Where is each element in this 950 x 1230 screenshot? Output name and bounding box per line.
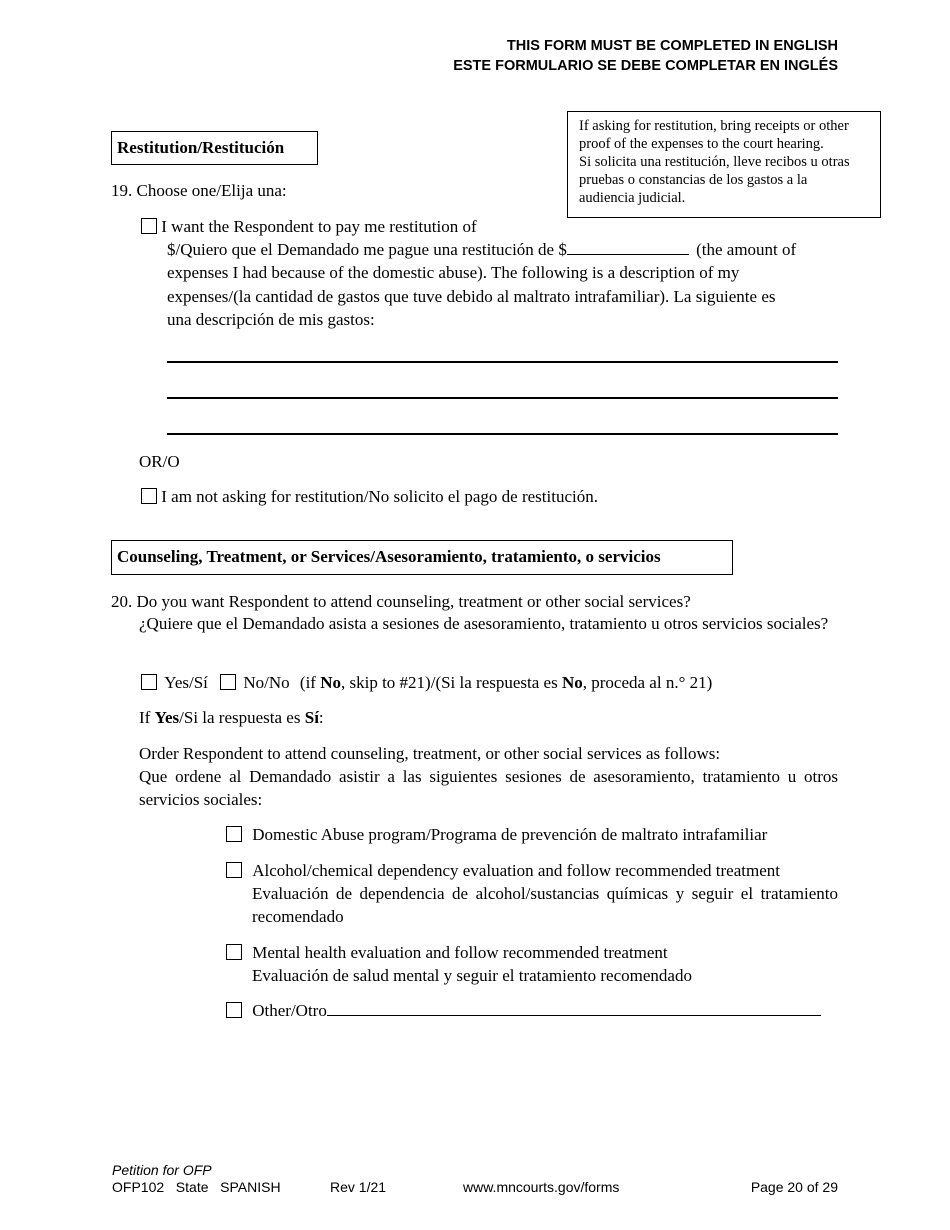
counseling-no-checkbox[interactable] — [220, 674, 236, 690]
note-line: Si solicita una restitución, lleve recibos u otras — [579, 154, 850, 170]
alcohol-evaluation-spanish: Evaluación de dependencia de alcohol/sustancias químicas y seguir el tratamiento recomendado — [252, 884, 838, 926]
footer-form-title: Petition for OFP — [112, 1162, 212, 1178]
order-instruction-spanish: Que ordene al Demandado asistir a las siguientes sesiones de asesoramiento, tratamiento u otros servicios sociales: — [139, 767, 838, 809]
footer-form-id: OFP102 State SPANISH — [112, 1179, 281, 1195]
service-item-other — [226, 999, 821, 1022]
restitution-desc-line: una descripción de mis gastos: — [167, 310, 375, 329]
restitution-note-box — [567, 111, 881, 218]
amount-text: $/Quiero que el Demandado me pague una restitución de $ — [167, 240, 567, 259]
question-20-spanish: ¿Quiere que el Demandado asista a sesiones de asesoramiento, tratamiento u otros servicios sociales? — [139, 614, 829, 633]
service-item-mental-health — [226, 941, 668, 964]
other-service-field[interactable] — [327, 1001, 821, 1016]
restitution-amount-field[interactable] — [567, 240, 689, 255]
domestic-abuse-checkbox[interactable] — [226, 826, 242, 842]
restitution-pay-checkbox[interactable] — [141, 218, 157, 234]
note-line: If asking for restitution, bring receipts or other — [579, 118, 849, 134]
expense-description-field[interactable] — [167, 433, 838, 435]
expense-description-field[interactable] — [167, 361, 838, 363]
or-separator: OR/O — [139, 452, 180, 471]
if-yes-label: If Yes/Si la respuesta es Sí: — [139, 708, 324, 727]
other-service-label: Other/Otro — [252, 1001, 327, 1020]
expense-description-field[interactable] — [167, 397, 838, 399]
footer-page-number: Page 20 of 29 — [750, 1179, 838, 1195]
service-item-domestic-abuse — [226, 823, 767, 846]
restitution-option-none — [141, 485, 598, 508]
form-header — [453, 36, 838, 76]
alcohol-evaluation-checkbox[interactable] — [226, 862, 242, 878]
counseling-section-title: Counseling, Treatment, or Services/Asesoramiento, tratamiento, o servicios — [111, 540, 733, 575]
note-line: proof of the expenses to the court hearing. — [579, 136, 824, 152]
no-restitution-checkbox[interactable] — [141, 488, 157, 504]
question-20: 20. Do you want Respondent to attend counseling, treatment or other social services? — [111, 592, 691, 611]
restitution-desc-line: expenses/(la cantidad de gastos que tuve debido al maltrato intrafamiliar). La siguiente es — [167, 287, 776, 306]
footer-revision: Rev 1/21 — [330, 1179, 387, 1195]
service-item-alcohol — [226, 859, 780, 882]
counseling-yes-no-row — [141, 671, 712, 694]
no-restitution-label: I am not asking for restitution/No solicito el pago de restitución. — [161, 487, 598, 506]
note-line: audiencia judicial. — [579, 190, 686, 206]
footer-url: www.mncourts.gov/forms — [463, 1179, 620, 1195]
mental-health-spanish: Evaluación de salud mental y seguir el tratamiento recomendado — [252, 966, 692, 985]
question-19: 19. Choose one/Elija una: — [111, 181, 287, 200]
other-service-checkbox[interactable] — [226, 1002, 242, 1018]
note-line: pruebas o constancias de los gastos a la — [579, 172, 808, 188]
restitution-section-title: Restitution/Restitución — [111, 131, 318, 165]
restitution-amount-line — [167, 238, 796, 261]
header-spanish: ESTE FORMULARIO SE DEBE COMPLETAR EN INGLÉS — [453, 58, 838, 74]
mental-health-checkbox[interactable] — [226, 944, 242, 960]
order-instruction: Order Respondent to attend counseling, treatment, or other social services as follows: — [139, 744, 721, 763]
mental-health-label: Mental health evaluation and follow recommended treatment — [252, 943, 668, 962]
restitution-desc-line: expenses I had because of the domestic abuse). The following is a description of my — [167, 263, 740, 282]
domestic-abuse-label: Domestic Abuse program/Programa de prevención de maltrato intrafamiliar — [252, 825, 768, 844]
counseling-yes-checkbox[interactable] — [141, 674, 157, 690]
amount-text-suffix: (the amount of — [696, 240, 797, 259]
restitution-pay-label: I want the Respondent to pay me restitution of — [161, 217, 477, 236]
no-label: No/No — [243, 673, 290, 692]
restitution-option-pay — [141, 215, 477, 238]
yes-label: Yes/Sí — [164, 673, 208, 692]
alcohol-evaluation-label: Alcohol/chemical dependency evaluation and follow recommended treatment — [252, 861, 780, 880]
skip-instruction: (if No, skip to #21)/(Si la respuesta es No, proceda al n.° 21) — [299, 673, 713, 692]
header-english: THIS FORM MUST BE COMPLETED IN ENGLISH — [506, 38, 838, 54]
